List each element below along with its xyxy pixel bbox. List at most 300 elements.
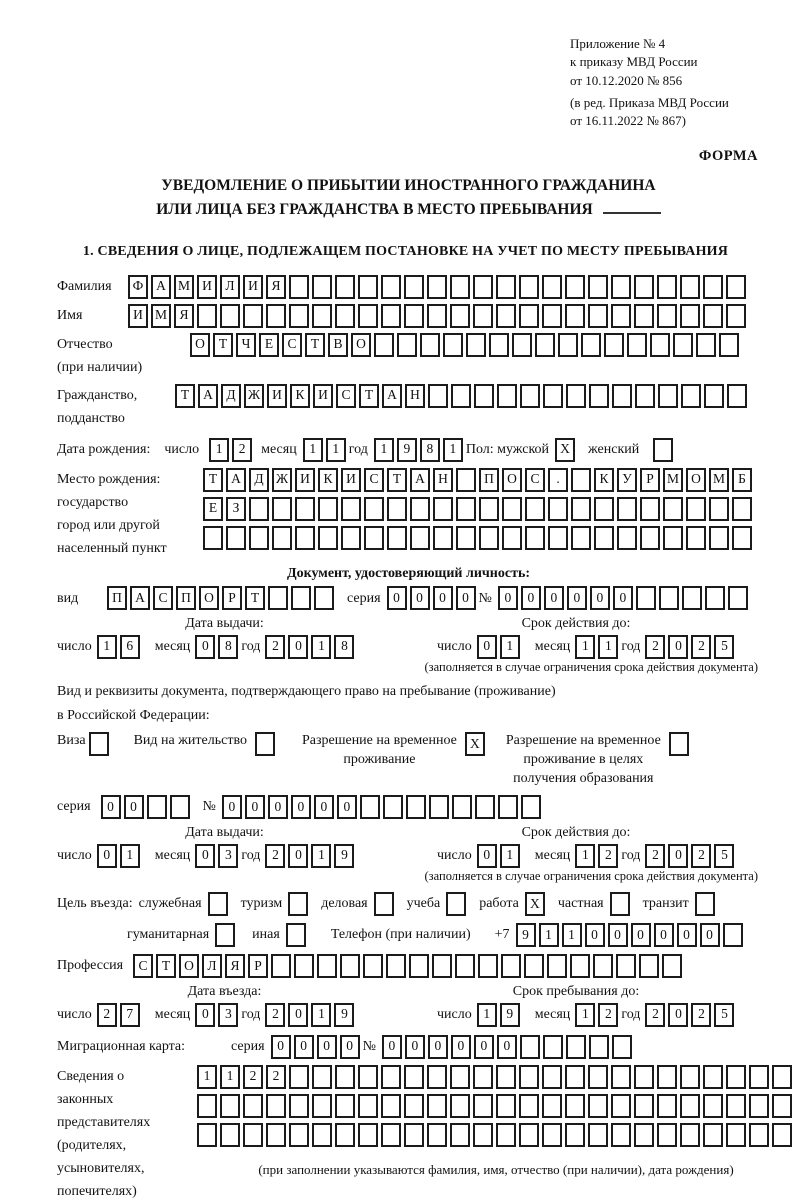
char-cell[interactable]: Р — [248, 954, 268, 978]
char-cell[interactable] — [314, 586, 334, 610]
char-cell[interactable] — [612, 1035, 632, 1059]
char-cell[interactable] — [525, 526, 545, 550]
char-cell[interactable] — [726, 275, 746, 299]
char-cell[interactable]: 2 — [266, 1065, 286, 1089]
char-cell[interactable]: 2 — [97, 1003, 117, 1027]
char-cell[interactable]: Т — [245, 586, 265, 610]
char-cell[interactable] — [653, 438, 673, 462]
char-cell[interactable]: 1 — [562, 923, 582, 947]
char-cell[interactable]: 0 — [340, 1035, 360, 1059]
char-cell[interactable] — [634, 1094, 654, 1118]
char-cell[interactable]: С — [282, 333, 302, 357]
char-cell[interactable] — [381, 1065, 401, 1089]
char-cell[interactable]: 9 — [334, 1003, 354, 1027]
char-cell[interactable] — [452, 795, 472, 819]
char-cell[interactable]: А — [226, 468, 246, 492]
char-cell[interactable]: Л — [202, 954, 222, 978]
char-cell[interactable] — [404, 275, 424, 299]
char-cell[interactable] — [478, 954, 498, 978]
char-cell[interactable] — [496, 1094, 516, 1118]
char-cell[interactable] — [680, 275, 700, 299]
char-cell[interactable] — [669, 732, 689, 756]
char-cell[interactable] — [749, 1065, 769, 1089]
char-cell[interactable]: 3 — [218, 1003, 238, 1027]
char-cell[interactable]: М — [663, 468, 683, 492]
char-cell[interactable]: Е — [259, 333, 279, 357]
char-cell[interactable] — [427, 275, 447, 299]
char-cell[interactable]: 0 — [271, 1035, 291, 1059]
char-cell[interactable] — [571, 526, 591, 550]
char-cell[interactable]: И — [313, 384, 333, 408]
char-cell[interactable]: Т — [387, 468, 407, 492]
char-cell[interactable]: К — [318, 468, 338, 492]
char-cell[interactable] — [341, 526, 361, 550]
char-cell[interactable] — [404, 1065, 424, 1089]
char-cell[interactable]: 6 — [120, 635, 140, 659]
char-cell[interactable] — [640, 526, 660, 550]
char-cell[interactable] — [406, 795, 426, 819]
char-cell[interactable]: Р — [222, 586, 242, 610]
char-cell[interactable] — [291, 586, 311, 610]
char-cell[interactable] — [611, 304, 631, 328]
char-cell[interactable] — [634, 275, 654, 299]
char-cell[interactable] — [272, 526, 292, 550]
char-cell[interactable] — [611, 1123, 631, 1147]
char-cell[interactable] — [455, 954, 475, 978]
char-cell[interactable] — [474, 384, 494, 408]
char-cell[interactable] — [294, 954, 314, 978]
char-cell[interactable]: 0 — [288, 635, 308, 659]
char-cell[interactable] — [497, 384, 517, 408]
char-cell[interactable] — [147, 795, 167, 819]
char-cell[interactable] — [450, 275, 470, 299]
char-cell[interactable]: 0 — [544, 586, 564, 610]
char-cell[interactable] — [593, 954, 613, 978]
char-cell[interactable] — [535, 333, 555, 357]
char-cell[interactable]: 0 — [456, 586, 476, 610]
char-cell[interactable] — [635, 384, 655, 408]
char-cell[interactable] — [432, 954, 452, 978]
char-cell[interactable] — [611, 275, 631, 299]
char-cell[interactable] — [571, 468, 591, 492]
char-cell[interactable] — [543, 1035, 563, 1059]
char-cell[interactable]: П — [107, 586, 127, 610]
char-cell[interactable] — [443, 333, 463, 357]
char-cell[interactable]: 0 — [101, 795, 121, 819]
char-cell[interactable] — [686, 497, 706, 521]
char-cell[interactable] — [312, 1123, 332, 1147]
char-cell[interactable] — [616, 954, 636, 978]
char-cell[interactable]: Ф — [128, 275, 148, 299]
char-cell[interactable] — [705, 586, 725, 610]
char-cell[interactable] — [519, 275, 539, 299]
char-cell[interactable] — [571, 497, 591, 521]
char-cell[interactable] — [657, 1065, 677, 1089]
char-cell[interactable] — [663, 526, 683, 550]
char-cell[interactable]: 1 — [575, 635, 595, 659]
char-cell[interactable] — [266, 1123, 286, 1147]
char-cell[interactable]: 2 — [598, 844, 618, 868]
char-cell[interactable] — [703, 1065, 723, 1089]
char-cell[interactable] — [732, 526, 752, 550]
char-cell[interactable] — [617, 526, 637, 550]
char-cell[interactable]: М — [151, 304, 171, 328]
char-cell[interactable] — [456, 468, 476, 492]
char-cell[interactable] — [466, 333, 486, 357]
char-cell[interactable]: О — [351, 333, 371, 357]
char-cell[interactable]: 0 — [567, 586, 587, 610]
char-cell[interactable]: 0 — [497, 1035, 517, 1059]
char-cell[interactable]: 2 — [645, 844, 665, 868]
char-cell[interactable] — [520, 384, 540, 408]
char-cell[interactable] — [429, 795, 449, 819]
char-cell[interactable]: X — [555, 438, 575, 462]
char-cell[interactable] — [374, 333, 394, 357]
char-cell[interactable] — [640, 497, 660, 521]
char-cell[interactable] — [588, 1094, 608, 1118]
char-cell[interactable]: 1 — [311, 1003, 331, 1027]
char-cell[interactable]: И — [267, 384, 287, 408]
char-cell[interactable] — [289, 1065, 309, 1089]
char-cell[interactable]: О — [190, 333, 210, 357]
char-cell[interactable]: П — [479, 468, 499, 492]
char-cell[interactable] — [358, 1094, 378, 1118]
char-cell[interactable] — [335, 1123, 355, 1147]
char-cell[interactable]: О — [179, 954, 199, 978]
char-cell[interactable] — [681, 384, 701, 408]
char-cell[interactable] — [456, 497, 476, 521]
char-cell[interactable] — [335, 304, 355, 328]
char-cell[interactable] — [479, 526, 499, 550]
char-cell[interactable] — [312, 275, 332, 299]
char-cell[interactable]: Т — [156, 954, 176, 978]
char-cell[interactable] — [680, 1094, 700, 1118]
char-cell[interactable]: 9 — [334, 844, 354, 868]
char-cell[interactable] — [451, 384, 471, 408]
char-cell[interactable]: 1 — [500, 844, 520, 868]
char-cell[interactable] — [295, 497, 315, 521]
char-cell[interactable] — [696, 333, 716, 357]
char-cell[interactable] — [243, 1123, 263, 1147]
char-cell[interactable]: 0 — [195, 844, 215, 868]
char-cell[interactable]: Т — [213, 333, 233, 357]
char-cell[interactable] — [588, 1123, 608, 1147]
char-cell[interactable] — [542, 275, 562, 299]
char-cell[interactable] — [420, 333, 440, 357]
char-cell[interactable] — [496, 304, 516, 328]
char-cell[interactable] — [695, 892, 715, 916]
char-cell[interactable] — [512, 333, 532, 357]
char-cell[interactable]: 9 — [397, 438, 417, 462]
char-cell[interactable] — [446, 892, 466, 916]
char-cell[interactable]: Д — [249, 468, 269, 492]
char-cell[interactable]: 2 — [691, 1003, 711, 1027]
char-cell[interactable] — [360, 795, 380, 819]
char-cell[interactable]: 1 — [97, 635, 117, 659]
char-cell[interactable] — [450, 1065, 470, 1089]
char-cell[interactable]: Я — [266, 275, 286, 299]
char-cell[interactable] — [703, 1094, 723, 1118]
char-cell[interactable] — [686, 526, 706, 550]
char-cell[interactable]: 0 — [631, 923, 651, 947]
char-cell[interactable] — [709, 526, 729, 550]
char-cell[interactable] — [404, 1094, 424, 1118]
char-cell[interactable]: 0 — [124, 795, 144, 819]
char-cell[interactable] — [682, 586, 702, 610]
char-cell[interactable]: 1 — [575, 1003, 595, 1027]
char-cell[interactable]: Р — [640, 468, 660, 492]
char-cell[interactable] — [627, 333, 647, 357]
char-cell[interactable]: Т — [305, 333, 325, 357]
char-cell[interactable] — [404, 304, 424, 328]
char-cell[interactable] — [243, 1094, 263, 1118]
char-cell[interactable] — [588, 304, 608, 328]
char-cell[interactable]: 9 — [500, 1003, 520, 1027]
char-cell[interactable]: Л — [220, 275, 240, 299]
char-cell[interactable] — [657, 1094, 677, 1118]
char-cell[interactable]: 2 — [598, 1003, 618, 1027]
char-cell[interactable] — [749, 1123, 769, 1147]
char-cell[interactable]: Д — [221, 384, 241, 408]
char-cell[interactable]: 2 — [691, 635, 711, 659]
char-cell[interactable] — [456, 526, 476, 550]
char-cell[interactable]: 5 — [714, 635, 734, 659]
char-cell[interactable] — [519, 1094, 539, 1118]
char-cell[interactable]: И — [197, 275, 217, 299]
char-cell[interactable] — [604, 333, 624, 357]
char-cell[interactable] — [220, 1094, 240, 1118]
char-cell[interactable]: 5 — [714, 1003, 734, 1027]
char-cell[interactable] — [397, 333, 417, 357]
char-cell[interactable]: А — [410, 468, 430, 492]
char-cell[interactable] — [220, 304, 240, 328]
char-cell[interactable] — [658, 384, 678, 408]
char-cell[interactable] — [381, 1094, 401, 1118]
char-cell[interactable] — [547, 954, 567, 978]
char-cell[interactable]: Ж — [272, 468, 292, 492]
char-cell[interactable] — [502, 526, 522, 550]
char-cell[interactable] — [266, 304, 286, 328]
char-cell[interactable] — [594, 526, 614, 550]
char-cell[interactable] — [341, 497, 361, 521]
char-cell[interactable] — [519, 1123, 539, 1147]
char-cell[interactable]: 0 — [195, 1003, 215, 1027]
char-cell[interactable] — [475, 795, 495, 819]
char-cell[interactable] — [565, 1123, 585, 1147]
char-cell[interactable]: 1 — [209, 438, 229, 462]
char-cell[interactable] — [387, 497, 407, 521]
char-cell[interactable] — [617, 497, 637, 521]
char-cell[interactable]: Б — [732, 468, 752, 492]
char-cell[interactable] — [433, 497, 453, 521]
char-cell[interactable] — [680, 1065, 700, 1089]
char-cell[interactable] — [650, 333, 670, 357]
char-cell[interactable]: X — [525, 892, 545, 916]
char-cell[interactable]: 1 — [598, 635, 618, 659]
char-cell[interactable]: 1 — [311, 635, 331, 659]
char-cell[interactable]: Ж — [244, 384, 264, 408]
char-cell[interactable]: С — [336, 384, 356, 408]
char-cell[interactable] — [502, 497, 522, 521]
char-cell[interactable] — [501, 954, 521, 978]
char-cell[interactable] — [427, 304, 447, 328]
char-cell[interactable]: А — [151, 275, 171, 299]
char-cell[interactable] — [364, 526, 384, 550]
char-cell[interactable]: 8 — [420, 438, 440, 462]
char-cell[interactable]: Н — [433, 468, 453, 492]
char-cell[interactable] — [410, 526, 430, 550]
char-cell[interactable]: 2 — [232, 438, 252, 462]
char-cell[interactable]: 2 — [243, 1065, 263, 1089]
char-cell[interactable]: 0 — [668, 1003, 688, 1027]
char-cell[interactable]: 1 — [120, 844, 140, 868]
char-cell[interactable] — [249, 526, 269, 550]
char-cell[interactable]: 0 — [97, 844, 117, 868]
char-cell[interactable]: 0 — [677, 923, 697, 947]
char-cell[interactable]: Н — [405, 384, 425, 408]
char-cell[interactable]: 2 — [265, 635, 285, 659]
char-cell[interactable] — [662, 954, 682, 978]
char-cell[interactable]: 0 — [585, 923, 605, 947]
char-cell[interactable] — [542, 1094, 562, 1118]
char-cell[interactable] — [726, 1094, 746, 1118]
char-cell[interactable] — [521, 795, 541, 819]
char-cell[interactable]: 1 — [220, 1065, 240, 1089]
char-cell[interactable]: 0 — [498, 586, 518, 610]
char-cell[interactable] — [520, 1035, 540, 1059]
char-cell[interactable]: 0 — [590, 586, 610, 610]
char-cell[interactable]: Т — [203, 468, 223, 492]
char-cell[interactable] — [386, 954, 406, 978]
char-cell[interactable] — [358, 1123, 378, 1147]
char-cell[interactable]: У — [617, 468, 637, 492]
char-cell[interactable] — [657, 304, 677, 328]
char-cell[interactable]: 0 — [608, 923, 628, 947]
char-cell[interactable]: 0 — [433, 586, 453, 610]
char-cell[interactable]: 0 — [294, 1035, 314, 1059]
char-cell[interactable] — [197, 304, 217, 328]
char-cell[interactable] — [636, 586, 656, 610]
char-cell[interactable]: И — [243, 275, 263, 299]
char-cell[interactable]: К — [290, 384, 310, 408]
char-cell[interactable]: 0 — [222, 795, 242, 819]
char-cell[interactable] — [312, 304, 332, 328]
char-cell[interactable]: 0 — [668, 635, 688, 659]
char-cell[interactable] — [197, 1094, 217, 1118]
char-cell[interactable]: 0 — [245, 795, 265, 819]
char-cell[interactable] — [289, 275, 309, 299]
char-cell[interactable]: . — [548, 468, 568, 492]
char-cell[interactable] — [271, 954, 291, 978]
char-cell[interactable] — [565, 304, 585, 328]
char-cell[interactable] — [381, 304, 401, 328]
char-cell[interactable] — [317, 954, 337, 978]
char-cell[interactable] — [479, 497, 499, 521]
char-cell[interactable] — [703, 304, 723, 328]
char-cell[interactable] — [611, 1094, 631, 1118]
char-cell[interactable] — [565, 1094, 585, 1118]
char-cell[interactable] — [496, 1065, 516, 1089]
char-cell[interactable]: Ч — [236, 333, 256, 357]
char-cell[interactable] — [496, 275, 516, 299]
char-cell[interactable] — [680, 304, 700, 328]
char-cell[interactable]: 2 — [645, 635, 665, 659]
char-cell[interactable]: 8 — [218, 635, 238, 659]
char-cell[interactable] — [427, 1094, 447, 1118]
char-cell[interactable]: С — [133, 954, 153, 978]
char-cell[interactable] — [364, 497, 384, 521]
char-cell[interactable] — [404, 1123, 424, 1147]
char-cell[interactable] — [519, 1065, 539, 1089]
char-cell[interactable] — [589, 1035, 609, 1059]
char-cell[interactable] — [312, 1065, 332, 1089]
char-cell[interactable] — [726, 1123, 746, 1147]
char-cell[interactable] — [570, 954, 590, 978]
char-cell[interactable] — [340, 954, 360, 978]
char-cell[interactable]: 7 — [120, 1003, 140, 1027]
char-cell[interactable] — [639, 954, 659, 978]
char-cell[interactable]: 1 — [443, 438, 463, 462]
char-cell[interactable]: 1 — [374, 438, 394, 462]
char-cell[interactable] — [433, 526, 453, 550]
char-cell[interactable]: П — [176, 586, 196, 610]
char-cell[interactable] — [610, 892, 630, 916]
char-cell[interactable]: 2 — [265, 844, 285, 868]
char-cell[interactable] — [428, 384, 448, 408]
char-cell[interactable] — [723, 923, 743, 947]
char-cell[interactable] — [709, 497, 729, 521]
char-cell[interactable]: 1 — [303, 438, 323, 462]
char-cell[interactable] — [89, 732, 109, 756]
char-cell[interactable] — [289, 1094, 309, 1118]
char-cell[interactable] — [772, 1094, 792, 1118]
char-cell[interactable] — [680, 1123, 700, 1147]
char-cell[interactable]: М — [709, 468, 729, 492]
char-cell[interactable]: 0 — [410, 586, 430, 610]
char-cell[interactable] — [657, 1123, 677, 1147]
char-cell[interactable] — [657, 275, 677, 299]
char-cell[interactable] — [719, 333, 739, 357]
char-cell[interactable] — [498, 795, 518, 819]
char-cell[interactable]: 0 — [521, 586, 541, 610]
char-cell[interactable]: 9 — [516, 923, 536, 947]
char-cell[interactable] — [335, 1065, 355, 1089]
char-cell[interactable] — [581, 333, 601, 357]
char-cell[interactable] — [473, 275, 493, 299]
char-cell[interactable] — [703, 1123, 723, 1147]
char-cell[interactable] — [589, 384, 609, 408]
char-cell[interactable] — [524, 954, 544, 978]
char-cell[interactable]: 1 — [575, 844, 595, 868]
char-cell[interactable]: 0 — [405, 1035, 425, 1059]
char-cell[interactable] — [312, 1094, 332, 1118]
char-cell[interactable] — [427, 1123, 447, 1147]
char-cell[interactable] — [704, 384, 724, 408]
char-cell[interactable]: 0 — [314, 795, 334, 819]
char-cell[interactable] — [558, 333, 578, 357]
char-cell[interactable]: С — [153, 586, 173, 610]
char-cell[interactable] — [566, 384, 586, 408]
char-cell[interactable] — [295, 526, 315, 550]
char-cell[interactable]: 2 — [645, 1003, 665, 1027]
char-cell[interactable] — [727, 384, 747, 408]
char-cell[interactable] — [542, 1123, 562, 1147]
char-cell[interactable]: 5 — [714, 844, 734, 868]
char-cell[interactable]: С — [525, 468, 545, 492]
char-cell[interactable]: И — [295, 468, 315, 492]
char-cell[interactable] — [612, 384, 632, 408]
char-cell[interactable]: 0 — [268, 795, 288, 819]
